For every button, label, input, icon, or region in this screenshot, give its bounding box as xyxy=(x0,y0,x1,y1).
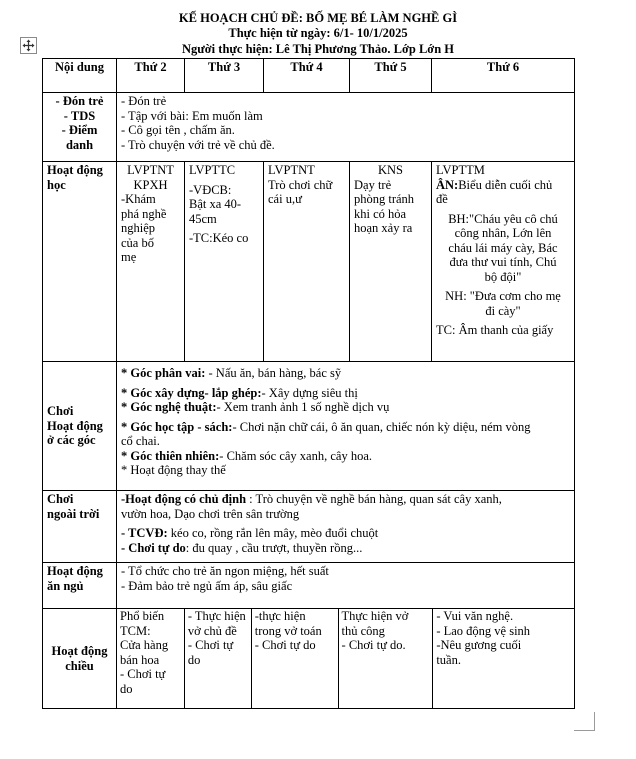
hdcd-text: : Trò chuyện về nghề bán hàng, quan sát cây xanh, vườn hoa, Dạo chơi trên sân trường xyxy=(121,492,502,521)
col-header-thu-4: Thứ 4 xyxy=(264,59,350,93)
goc-item-key: * Góc xây dựng- lắp ghép: xyxy=(121,385,262,400)
goc-item-value: - Chăm sóc cây xanh, cây hoa. xyxy=(219,448,373,463)
goc-item-key: * Góc học tập - sách: xyxy=(121,419,233,434)
weekly-plan-table xyxy=(42,58,575,709)
chieu-thu-2: Phổ biến TCM: Cửa hàng bán hoa - Chơi tự do xyxy=(117,609,185,708)
hoc-thu-2-head: LVPTNT KPXH xyxy=(127,163,174,192)
goc-item-value: - Xây dựng siêu thị xyxy=(261,385,358,400)
table-resize-handle[interactable] xyxy=(574,712,595,731)
col-header-thu-2: Thứ 2 xyxy=(117,59,185,93)
goc-item xyxy=(121,420,570,449)
plan-dates: Thực hiện từ ngày: 6/1- 10/1/2025 xyxy=(228,26,408,40)
hoc-thu-6-tc: TC: Âm thanh của giấy xyxy=(436,323,554,337)
row-choi-ngoai-troi xyxy=(43,491,575,563)
an-label: ÂN: xyxy=(436,177,459,192)
hoc-thu-2 xyxy=(117,162,185,362)
goc-item-value: - Xem tranh ảnh 1 số nghề dịch vụ xyxy=(216,400,390,414)
an-text: Biểu diễn cuối chủ đề xyxy=(436,177,553,206)
hoc-thu-2-body: -Khám phá nghề nghiệp của bố mẹ xyxy=(121,192,167,264)
goc-item-key: * Góc nghệ thuật: xyxy=(121,400,217,414)
ctd-label: - Chơi tự do xyxy=(121,540,186,555)
hoc-thu-6-an xyxy=(436,178,570,207)
don-tre-content xyxy=(117,93,575,162)
chieu-columns xyxy=(117,609,574,708)
hoc-thu-3-body: -VĐCB: Bật xa 40- 45cm xyxy=(189,182,242,226)
list-item: - Tổ chức cho trẻ ăn ngon miệng, hết suất xyxy=(121,564,329,578)
goc-item xyxy=(121,400,570,415)
hoc-thu-5-head: KNS xyxy=(377,163,403,177)
goc-item-key: * Góc phân vai: xyxy=(121,366,209,380)
goc-item-value: - Nấu ăn, bán hàng, bác sỹ xyxy=(208,366,342,380)
choi-ngoai-troi-content xyxy=(117,491,575,563)
chieu-thu-4: -thực hiện trong vở toán - Chơi tự do xyxy=(252,609,339,708)
goc-item xyxy=(121,386,570,401)
row-choi-goc xyxy=(43,362,575,491)
an-ngu-content xyxy=(117,563,575,609)
hoc-thu-3-tc: -TC:Kéo co xyxy=(189,231,249,245)
hoc-thu-5-body: Dạy trẻ phòng tránh khi có hỏa hoạn xảy ra xyxy=(354,177,415,235)
hdcd-label: -Hoạt động có chủ định xyxy=(121,492,247,506)
table-move-handle[interactable] xyxy=(20,37,37,54)
tcvd-text: kéo co, rồng rắn lên mây, mèo đuổi chuột xyxy=(167,526,379,540)
goc-item xyxy=(121,366,570,381)
hoc-thu-6-head: LVPTTM xyxy=(436,163,485,177)
row-label-chieu: Hoạt động chiều xyxy=(43,609,117,709)
row-label-choi-goc: Chơi Hoạt động ở các góc xyxy=(43,362,117,491)
list-item: - Đảm bảo trẻ ngủ ấm áp, sâu giấc xyxy=(121,578,293,593)
list-item: - Tập với bài: Em muốn làm xyxy=(121,108,263,123)
list-item: - Đón trẻ xyxy=(121,94,167,108)
table-header-row xyxy=(43,59,575,93)
chieu-thu-5: Thực hiện vở thủ công - Chơi tự do. xyxy=(339,609,434,708)
tcvd-label: - TCVĐ: xyxy=(121,526,168,540)
chieu-thu-6: - Vui văn nghệ. - Lao động vệ sinh -Nêu gương cuối tuần. xyxy=(436,609,531,667)
hoc-thu-5 xyxy=(350,162,432,362)
hoc-thu-3-head: LVPTTC xyxy=(189,163,236,177)
row-don-tre xyxy=(43,93,575,162)
chieu-thu-3: - Thực hiện vở chủ đề - Chơi tự do xyxy=(185,609,252,708)
move-arrows-icon xyxy=(22,39,35,52)
row-an-ngu xyxy=(43,563,575,609)
row-hoat-dong-hoc xyxy=(43,162,575,362)
chieu-content xyxy=(117,609,575,709)
hoc-thu-6-bh: BH:"Cháu yêu cô chú công nhân, Lớn lên cháu lái máy cày, Bác đưa thư vui tính, Chú bộ đội" xyxy=(448,211,558,284)
hoc-thu-4-body: Trò chơi chữ cái u,ư xyxy=(268,177,333,206)
hoc-thu-6-nh: NH: "Đưa cơm cho mẹ đi cày" xyxy=(445,289,561,318)
choi-goc-content xyxy=(117,362,575,491)
col-header-thu-5: Thứ 5 xyxy=(350,59,432,93)
row-label-hoat-dong-hoc: Hoạt động học xyxy=(43,162,117,362)
row-label-choi-ngoai-troi: Chơi ngoài trời xyxy=(43,491,117,563)
plan-teacher: Người thực hiện: Lê Thị Phương Thảo. Lớp Lớn H xyxy=(181,42,454,56)
hoc-thu-6 xyxy=(432,162,575,362)
goc-item xyxy=(121,449,570,464)
row-hoat-dong-chieu xyxy=(43,609,575,709)
ctd-line xyxy=(121,541,570,556)
col-header-thu-3: Thứ 3 xyxy=(185,59,264,93)
hoc-thu-4 xyxy=(264,162,350,362)
goc-item: * Hoạt động thay thế xyxy=(121,463,226,477)
row-label-don-tre: - Đón trẻ - TDS - Điểm danh xyxy=(43,93,117,162)
ctd-text: : đu quay , cầu trượt, thuyền rồng... xyxy=(185,540,363,555)
col-header-thu-6: Thứ 6 xyxy=(432,59,575,93)
goc-item-key: * Góc thiên nhiên: xyxy=(121,448,220,463)
list-item: - Cô gọi tên , chấm ăn. xyxy=(121,123,235,137)
hdcd-line xyxy=(121,492,570,521)
goc-item-value: - Chơi nặn chữ cái, ô ăn quan, chiếc nón kỳ diệu, ném vòng cổ chai. xyxy=(121,419,531,448)
plan-title: KẾ HOẠCH CHỦ ĐỀ: BỐ MẸ BÉ LÀM NGHỀ GÌ xyxy=(178,11,458,25)
tcvd-line xyxy=(121,526,570,541)
hoc-thu-3 xyxy=(185,162,264,362)
row-label-an-ngu: Hoạt động ăn ngủ xyxy=(43,563,117,609)
col-header-noi-dung: Nội dung xyxy=(43,59,117,93)
hoc-thu-4-head: LVPTNT xyxy=(268,163,315,177)
list-item: - Trò chuyện với trẻ về chủ đề. xyxy=(121,137,275,152)
